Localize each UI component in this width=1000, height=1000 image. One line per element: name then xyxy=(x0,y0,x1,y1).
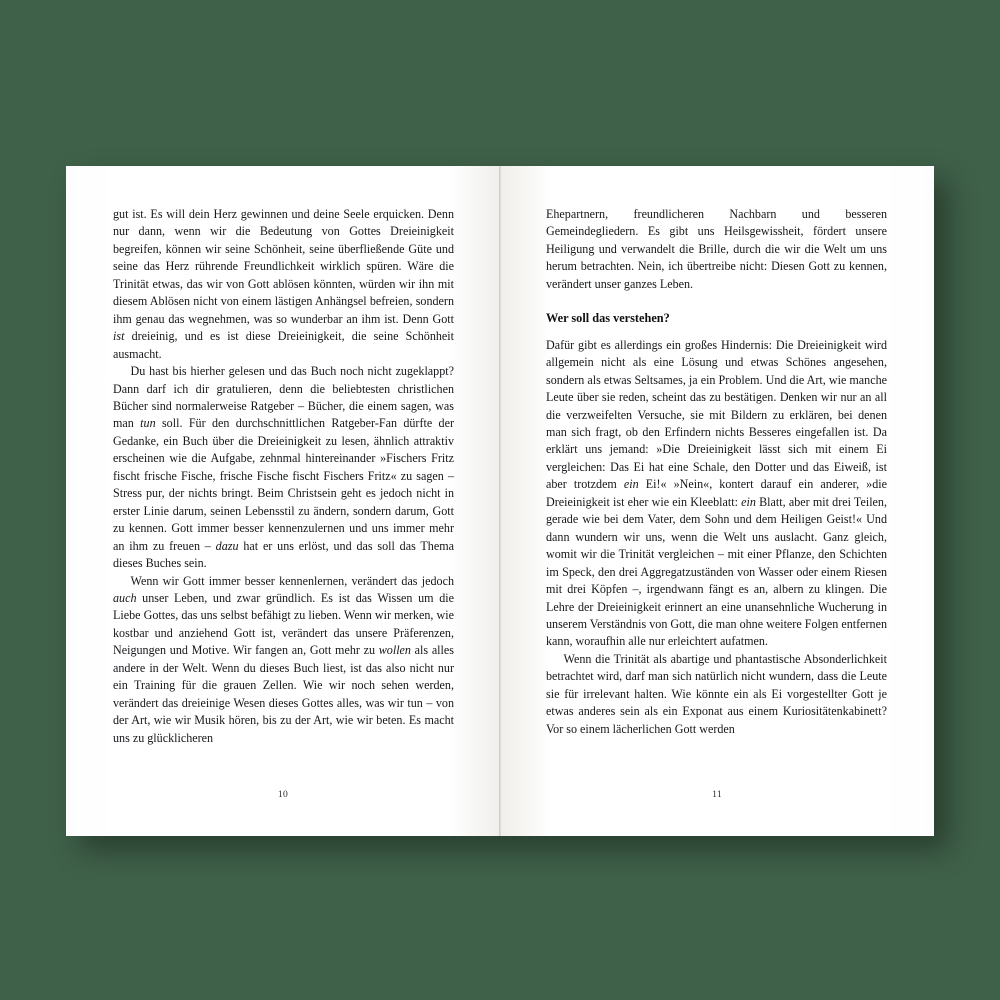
body-text: soll. Für den durchschnittlichen Ratgeber-Fan dürfte der Gedanke, ein Buch über die Dreieinigkeit zu lesen, ähnlich attraktiv erscheinen wie die Aufgabe, zehnmal hintereinander »Fischers Fritz fischt frische Fische, frische Fische fischt Fischers Fritz« zu sagen – Stress pur, der nichts bringt. Beim Christsein geht es jedoch nicht in erster Linie darum, seinen Lebensstil zu ändern, sondern darum, Gott zu kennen. Gott immer besser kennenzulernen und uns immer mehr an ihm zu freuen – xyxy=(113,416,454,553)
body-text: Wenn wir Gott immer besser kennenlernen, verändert das jedoch xyxy=(130,573,454,588)
book-spread xyxy=(66,166,934,836)
body-text: Blatt, aber mit drei Teilen, gerade wie bei dem Vater, dem Sohn und dem Heiligen Geist!« Und dann wundern wir uns, wenn die Welt uns auslacht. Ganz gleich, womit wir die Trinität vergleichen – mit einer Pflanze, den Schichten im Speck, den drei Aggregatzuständen von Wasser oder einem Riesen mit drei Köpfen –, irgendwann fängt es an, albern zu klingen. Die Lehre der Dreieinigkeit erinnert an eine unansehnliche Wucherung in unserem Verständnis von Gott, die man ohne weitere Folgen entfernen kann, woraufhin alle nur erleichtert aufatmen. xyxy=(546,494,887,649)
right-page-text-bottom xyxy=(546,337,887,738)
body-text: Ei!« »Nein«, kontert darauf ein anderer, »die Dreieinigkeit ist eher wie ein Kleeblatt: xyxy=(546,477,888,509)
section-heading: Wer soll das verstehen? xyxy=(546,311,670,326)
body-text: als alles andere in der Welt. Wenn du dieses Buch liest, ist das also nicht nur ein Training für die grauen Zellen. Wie wir noch sehen werden, verändert das dreieinige Wesen dieses Gottes alles, was wir tun – von der Art, wie wir Musik hören, bis zu der Art, wie wir beten. Es macht uns zu glücklicheren xyxy=(113,643,454,745)
body-text: Ehepartnern, freundlicheren Nachbarn und besseren Gemeindegliedern. Es gibt uns Heilsgewissheit, fördert unsere Heiligung und verwandelt die Brille, durch die wir die Welt um uns herum betrachten. Nein, ich übertreibe nicht: Diesen Gott zu kennen, verändert unser ganzes Leben. xyxy=(546,207,887,291)
body-text: Du hast bis hierher gelesen und das Buch noch nicht zugeklappt? Dann darf ich dir gratulieren, denn die beliebtesten christlichen Bücher sind normalerweise Ratgeber – Bücher, die einem sagen, was man xyxy=(113,364,454,431)
page-number-left: 10 xyxy=(277,789,289,800)
emphasis-text: tun xyxy=(140,416,156,431)
emphasis-text: ein xyxy=(623,477,639,492)
book-page-left xyxy=(66,166,500,836)
left-page-text xyxy=(113,206,454,747)
paragraph xyxy=(546,651,887,738)
paragraph xyxy=(113,363,454,572)
emphasis-text: dazu xyxy=(215,538,239,553)
page-number-right: 11 xyxy=(712,789,722,800)
book-page-right xyxy=(500,166,934,836)
body-text: Dafür gibt es allerdings ein großes Hindernis: Die Dreieinigkeit wird allgemein nicht als eine Lösung und etwas Schönes angesehen, sondern als etwas Seltsames, ja ein Problem. Und die Art, wie manche Leute über sie reden, scheint das zu bestätigen. Denken wir nur an all die verzweifelten Versuche, sie mit Bildern zu erklären, bei denen man sich fragt, ob den Erfindern nichts Besseres eingefallen ist. Da erklärt uns jemand: »Die Dreieinigkeit lässt sich mit einem Ei vergleichen: Das Ei hat eine Schale, den Dotter und das Eiweiß, ist aber trotzdem xyxy=(546,337,887,492)
paragraph xyxy=(113,206,454,363)
body-text: hat er uns erlöst, und das soll das Thema dieses Buches sein. xyxy=(113,538,454,571)
body-text: gut ist. Es will dein Herz gewinnen und deine Seele erquicken. Denn nur dann, wenn wir die Bedeutung von Gottes Dreieinigkeit begreifen, können wir seine Schönheit, seine überfließende Güte und seine das Herz rührende Freundlichkeit wirklich spüren. Wäre die Trinität etwas, das wir von Gott ablösen könnten, würden wir ihn mit diesem Ablösen nicht von einem lästigen Anhängsel befreien, sondern ihm genau das wegnehmen, was so wunderbar an ihm ist. Denn Gott xyxy=(113,207,454,326)
body-text: Wenn die Trinität als abartige und phantastische Absonderlichkeit betrachtet wird, darf man sich natürlich nicht wundern, dass die Leute sie für irrelevant halten. Wie könnte ein als Ei vorgestellter Gott je etwas anderes sein als ein Exponat aus einem Kuriositätenkabinett? Vor so einem lächerlichen Gott werden xyxy=(546,651,887,736)
body-text: dreieinig, und es ist diese Dreieinigkeit, die seine Schönheit ausmacht. xyxy=(113,329,454,361)
right-page-text-top xyxy=(546,206,887,293)
body-text: unser Leben, und zwar gründlich. Es ist das Wissen um die Liebe Gottes, das uns selbst befähigt zu lieben. Wenn wir merken, wie kostbar und anziehend Gott ist, verändert das unsere Präferenzen, Neigungen und Motive. Wir fangen an, Gott mehr zu xyxy=(113,590,454,658)
emphasis-text: wollen xyxy=(378,643,411,658)
paragraph xyxy=(546,206,887,293)
paragraph xyxy=(546,337,887,651)
emphasis-text: ein xyxy=(741,494,756,509)
emphasis-text: ist xyxy=(113,329,125,344)
paragraph xyxy=(113,573,454,748)
emphasis-text: auch xyxy=(113,590,137,605)
